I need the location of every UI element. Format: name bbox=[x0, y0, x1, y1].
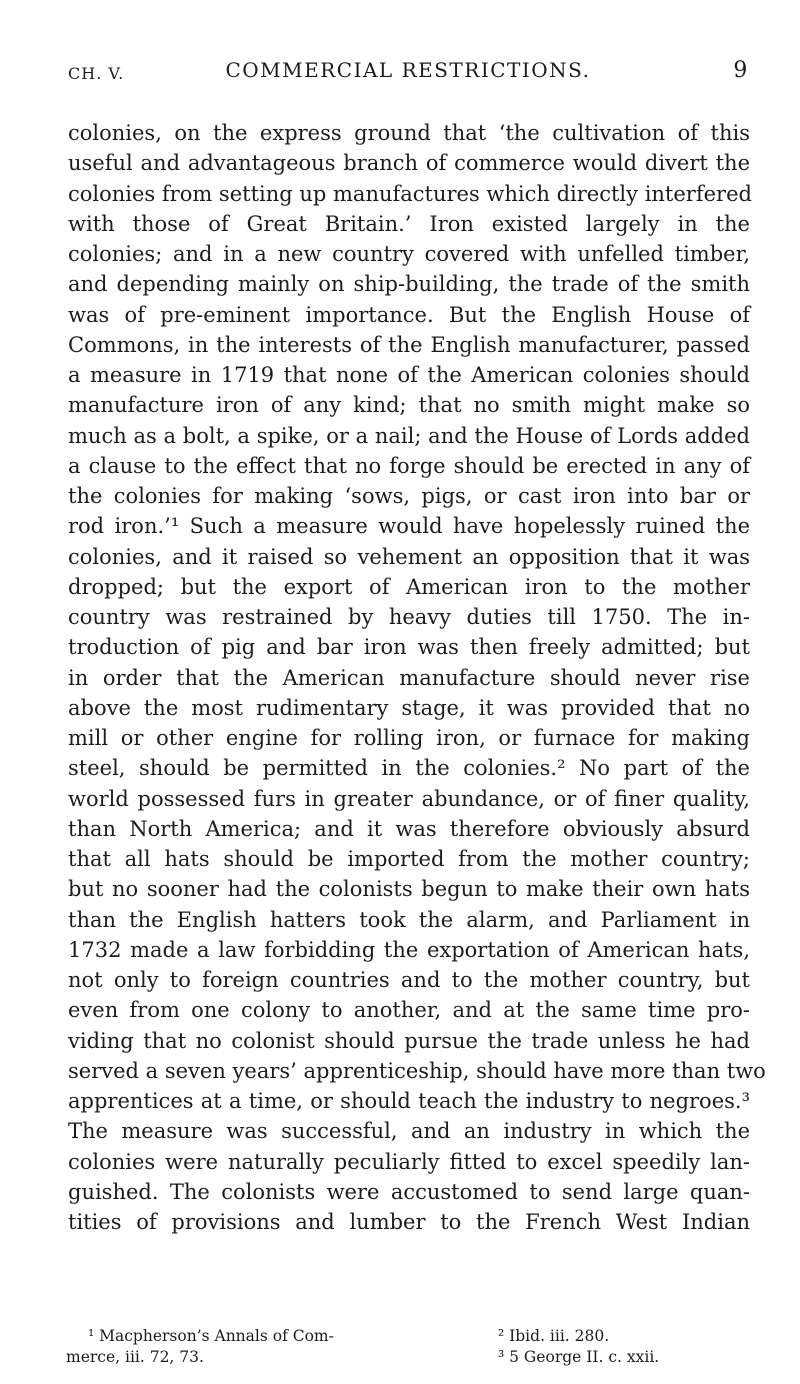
text-line: 1732 made a law forbidding the exportation of American hats, bbox=[68, 937, 750, 962]
footnote-2-3 bbox=[498, 1326, 750, 1368]
body-text bbox=[68, 118, 766, 1237]
text-line: rod iron.’¹ Such a measure would have hopelessly ruined the bbox=[68, 514, 750, 539]
text-line: a measure in 1719 that none of the American colonies should bbox=[68, 363, 750, 387]
text-line: dropped; but the export of American iron to the mother bbox=[68, 574, 750, 599]
text-line: and depending mainly on ship-building, the trade of the smith bbox=[68, 272, 750, 297]
text-line: steel, should be permitted in the colonies.² No part of the bbox=[68, 756, 750, 781]
page-number: 9 bbox=[733, 58, 748, 83]
text-line: than North America; and it was therefore obviously absurd bbox=[68, 816, 750, 841]
text-line: colonies, and it raised so vehement an opposition that it was bbox=[68, 544, 750, 569]
text-line: colonies; and in a new country covered with unfelled timber, bbox=[68, 242, 750, 266]
text-line: was of pre-eminent importance. But the English House of bbox=[68, 302, 750, 327]
footnote-3: ³ 5 George II. c. xxii. bbox=[498, 1348, 660, 1366]
text-line: world possessed furs in greater abundance, or of finer quality, bbox=[68, 786, 750, 811]
running-head bbox=[68, 58, 748, 92]
text-line: that all hats should be imported from the mother country; bbox=[68, 847, 750, 871]
text-line: even from one colony to another, and at the same time pro- bbox=[68, 998, 750, 1023]
text-line: above the most rudimentary stage, it was provided that no bbox=[68, 695, 750, 720]
text-line: manufacture iron of any kind; that no smith might make so bbox=[68, 393, 750, 418]
text-line: apprentices at a time, or should teach the industry to negroes.³ bbox=[68, 1089, 750, 1113]
text-line: mill or other engine for rolling iron, or furnace for making bbox=[68, 726, 750, 750]
text-line: served a seven years’ apprenticeship, should have more than two bbox=[68, 1058, 766, 1083]
footnote-1-line-1: ¹ Macpherson’s Annals of Com- bbox=[88, 1327, 334, 1345]
footnote-2: ² Ibid. iii. 280. bbox=[498, 1327, 610, 1345]
chapter-label: CH. V. bbox=[68, 64, 125, 83]
text-line: a clause to the effect that no forge should be erected in any of bbox=[68, 453, 750, 478]
text-line: much as a bolt, a spike, or a nail; and the House of Lords added bbox=[68, 423, 750, 448]
text-line: colonies were naturally peculiarly fitted to excel speedily lan- bbox=[68, 1149, 750, 1174]
text-line: useful and advantageous branch of commerce would divert the bbox=[68, 151, 750, 176]
text-line: country was restrained by heavy duties till 1750. The in- bbox=[68, 605, 750, 629]
text-line: guished. The colonists were accustomed to send large quan- bbox=[68, 1179, 750, 1204]
text-line: colonies from setting up manufactures which directly interfered bbox=[68, 181, 752, 206]
footnote-1 bbox=[66, 1326, 408, 1368]
footnote-1-line-2: merce, iii. 72, 73. bbox=[66, 1348, 204, 1366]
text-line: but no sooner had the colonists begun to make their own hats bbox=[68, 877, 750, 902]
text-line: tities of provisions and lumber to the French West Indian bbox=[68, 1210, 750, 1234]
text-line: in order that the American manufacture should never rise bbox=[68, 665, 750, 690]
text-line: The measure was successful, and an industry in which the bbox=[68, 1119, 750, 1144]
text-line: Commons, in the interests of the English manufacturer, passed bbox=[68, 332, 750, 357]
text-line: with those of Great Britain.’ Iron existed largely in the bbox=[68, 211, 750, 236]
text-line: the colonies for making ‘sows, pigs, or cast iron into bar or bbox=[68, 484, 750, 508]
text-line: colonies, on the express ground that ‘the cultivation of this bbox=[68, 121, 750, 145]
page-title: COMMERCIAL RESTRICTIONS. bbox=[225, 58, 591, 82]
text-line: viding that no colonist should pursue the trade unless he had bbox=[68, 1028, 750, 1053]
text-line: not only to foreign countries and to the mother country, but bbox=[68, 968, 750, 992]
text-line: troduction of pig and bar iron was then freely admitted; but bbox=[68, 635, 750, 660]
text-line: than the English hatters took the alarm, and Parliament in bbox=[68, 907, 750, 932]
